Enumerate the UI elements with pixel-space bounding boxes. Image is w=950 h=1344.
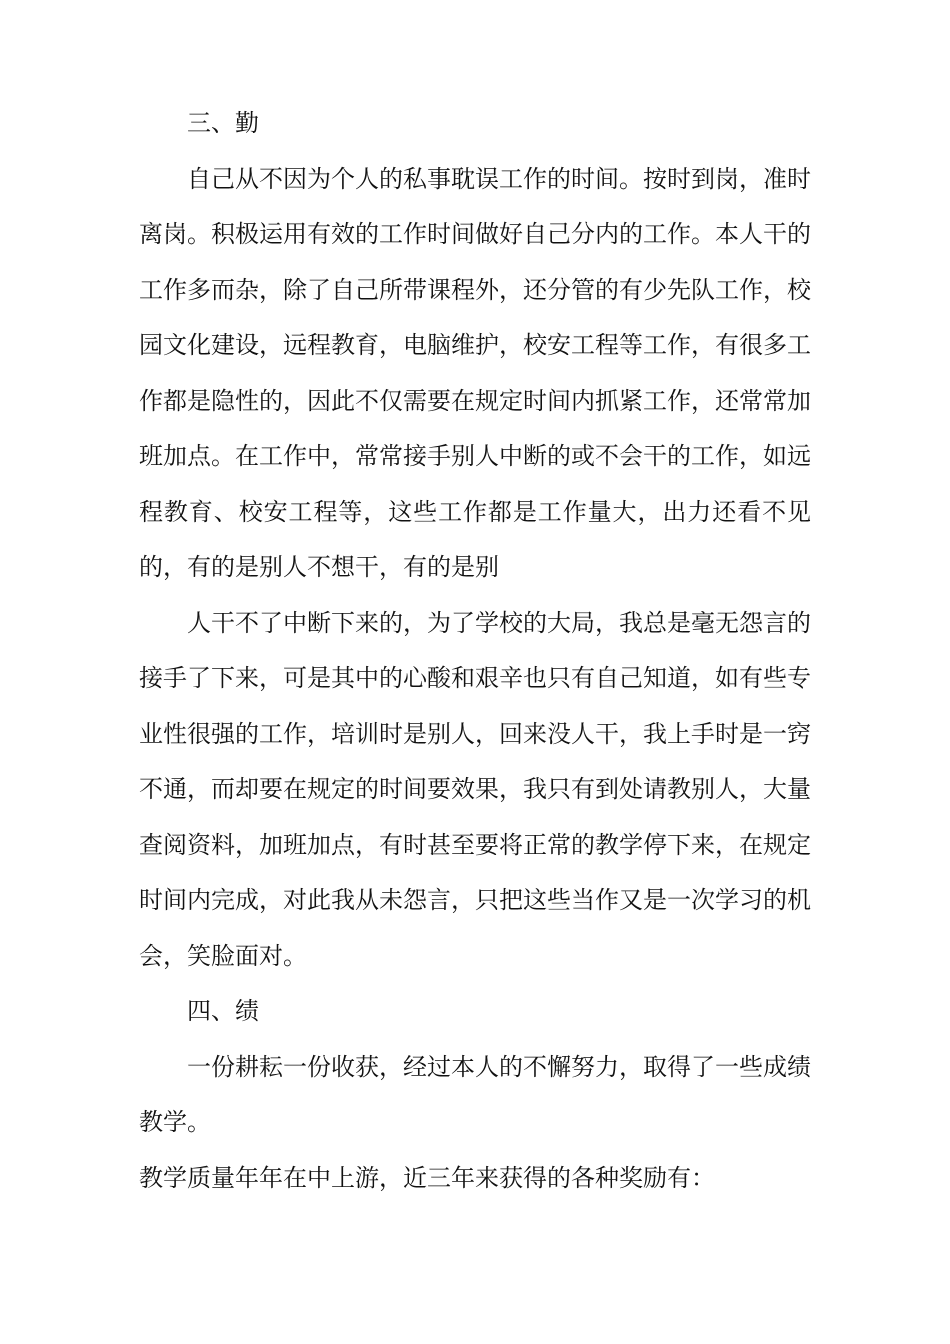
paragraph-diligence-2: 人干不了中断下来的，为了学校的大局，我总是毫无怨言的接手了下来，可是其中的心酸和艰辛也只有自己知道，如有些专业性很强的工作，培训时是别人，回来没人干，我上手时是一窍不通，而却要在规定的时间要效果，我只有到处请教别人，大量查阅资料，加班加点，有时甚至要将正常的教学停下来，在规定时间内完成，对此我从未怨言，只把这些当作又是一次学习的机会，笑脸面对。: [139, 608, 811, 970]
paragraph-achievements-1: 一份耕耘一份收获，经过本人的不懈努力，取得了一些成绩教学。: [139, 1052, 811, 1136]
section-heading-achievements: 四、绩: [187, 997, 259, 1025]
document-body: [139, 96, 811, 1206]
paragraph-diligence-1: 自己从不因为个人的私事耽误工作的时间。按时到岗，准时离岗。积极运用有效的工作时间做好自己分内的工作。本人干的工作多而杂，除了自己所带课程外，还分管的有少先队工作，校园文化建设，远程教育，电脑维护，校安工程等工作，有很多工作都是隐性的，因此不仅需要在规定时间内抓紧工作，还常常加班加点。在工作中，常常接手别人中断的或不会干的工作，如远程教育、校安工程等，这些工作都是工作量大，出力还看不见的，有的是别人不想干，有的是别: [139, 164, 811, 581]
section-heading-diligence: 三、勤: [187, 109, 259, 137]
paragraph-achievements-2: 教学质量年年在中上游，近三年来获得的各种奖励有：: [139, 1163, 715, 1192]
